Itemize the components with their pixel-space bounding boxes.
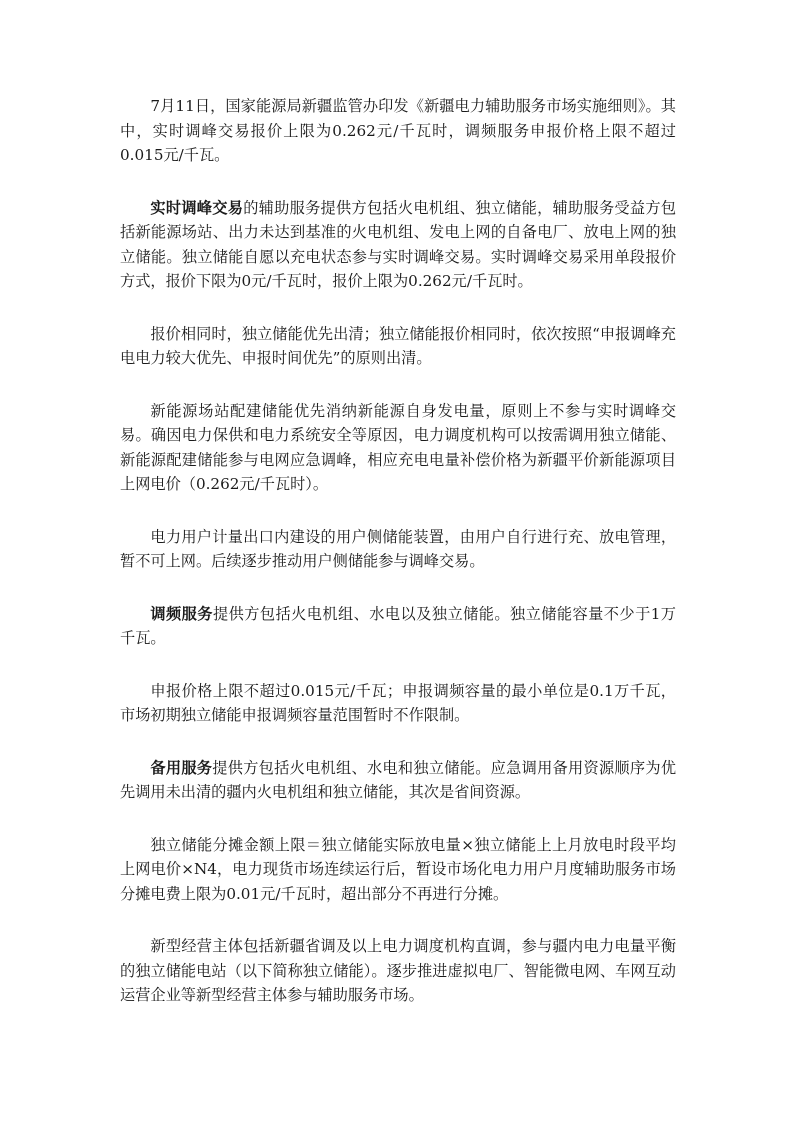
paragraph-frequency-regulation	[120, 602, 676, 651]
paragraph-text: 申报价格上限不超过0.015元/千瓦；申报调频容量的最小单位是0.1万千瓦，市场初期独立储能申报调频容量范围暂时不作限制。	[120, 681, 676, 724]
paragraph-renewable-storage	[120, 399, 676, 497]
paragraph-text: 新能源场站配建储能优先消纳新能源自身发电量，原则上不参与实时调峰交易。确因电力保供和电力系统安全等原因，电力调度机构可以按需调用独立储能、新能源配建储能参与电网应急调峰，相应充电电量补偿价格为新疆平价新能源项目上网电价（0.262元/千瓦时）。	[120, 401, 676, 493]
paragraph-lead: 调频服务	[150, 604, 213, 623]
paragraph-user-side-storage	[120, 525, 676, 574]
paragraph-lead: 备用服务	[150, 758, 213, 777]
paragraph-realtime-peak-shaving	[120, 196, 676, 294]
paragraph-text: 提供方包括火电机组、水电以及独立储能。独立储能容量不少于1万千瓦。	[120, 604, 676, 647]
paragraph-new-market-entities	[120, 934, 676, 1008]
paragraph-cost-sharing-cap	[120, 833, 676, 907]
paragraph-text: 电力用户计量出口内建设的用户侧储能装置，由用户自行进行充、放电管理，暂不可上网。后续逐步推动用户侧储能参与调峰交易。	[120, 527, 676, 570]
paragraph-lead: 实时调峰交易	[150, 198, 244, 217]
paragraph-text: 的辅助服务提供方包括火电机组、独立储能，辅助服务受益方包括新能源场站、出力未达到基准的火电机组、发电上网的自备电厂、放电上网的独立储能。独立储能自愿以充电状态参与实时调峰交易。实时调峰交易采用单段报价方式，报价下限为0元/千瓦时，报价上限为0.262元/千瓦时。	[120, 198, 677, 290]
paragraph-clearing-rules	[120, 322, 676, 371]
paragraph-text: 独立储能分摊金额上限＝独立储能实际放电量×独立储能上上月放电时段平均上网电价×N4，电力现货市场连续运行后，暂设市场化电力用户月度辅助服务市场分摊电费上限为0.01元/千瓦时，超出部分不再进行分摊。	[120, 835, 676, 903]
paragraph-text: 7月11日，国家能源局新疆监管办印发《新疆电力辅助服务市场实施细则》。其中，实时调峰交易报价上限为0.262元/千瓦时，调频服务申报价格上限不超过0.015元/千瓦。	[120, 97, 676, 164]
paragraph-release-date	[120, 94, 676, 168]
paragraph-text: 提供方包括火电机组、水电和独立储能。应急调用备用资源顺序为优先调用未出清的疆内火电机组和独立储能，其次是省间资源。	[120, 758, 677, 801]
paragraph-text: 新型经营主体包括新疆省调及以上电力调度机构直调，参与疆内电力电量平衡的独立储能电站（以下简称独立储能）。逐步推进虚拟电厂、智能微电网、车网互动运营企业等新型经营主体参与辅助服务市场。	[120, 937, 676, 1004]
document-page	[120, 94, 676, 1036]
paragraph-text: 报价相同时，独立储能优先出清；独立储能报价相同时，依次按照“申报调峰充电电力较大优先、申报时间优先”的原则出清。	[120, 324, 676, 367]
paragraph-bid-price-limit	[120, 679, 676, 728]
paragraph-reserve-service	[120, 756, 676, 805]
